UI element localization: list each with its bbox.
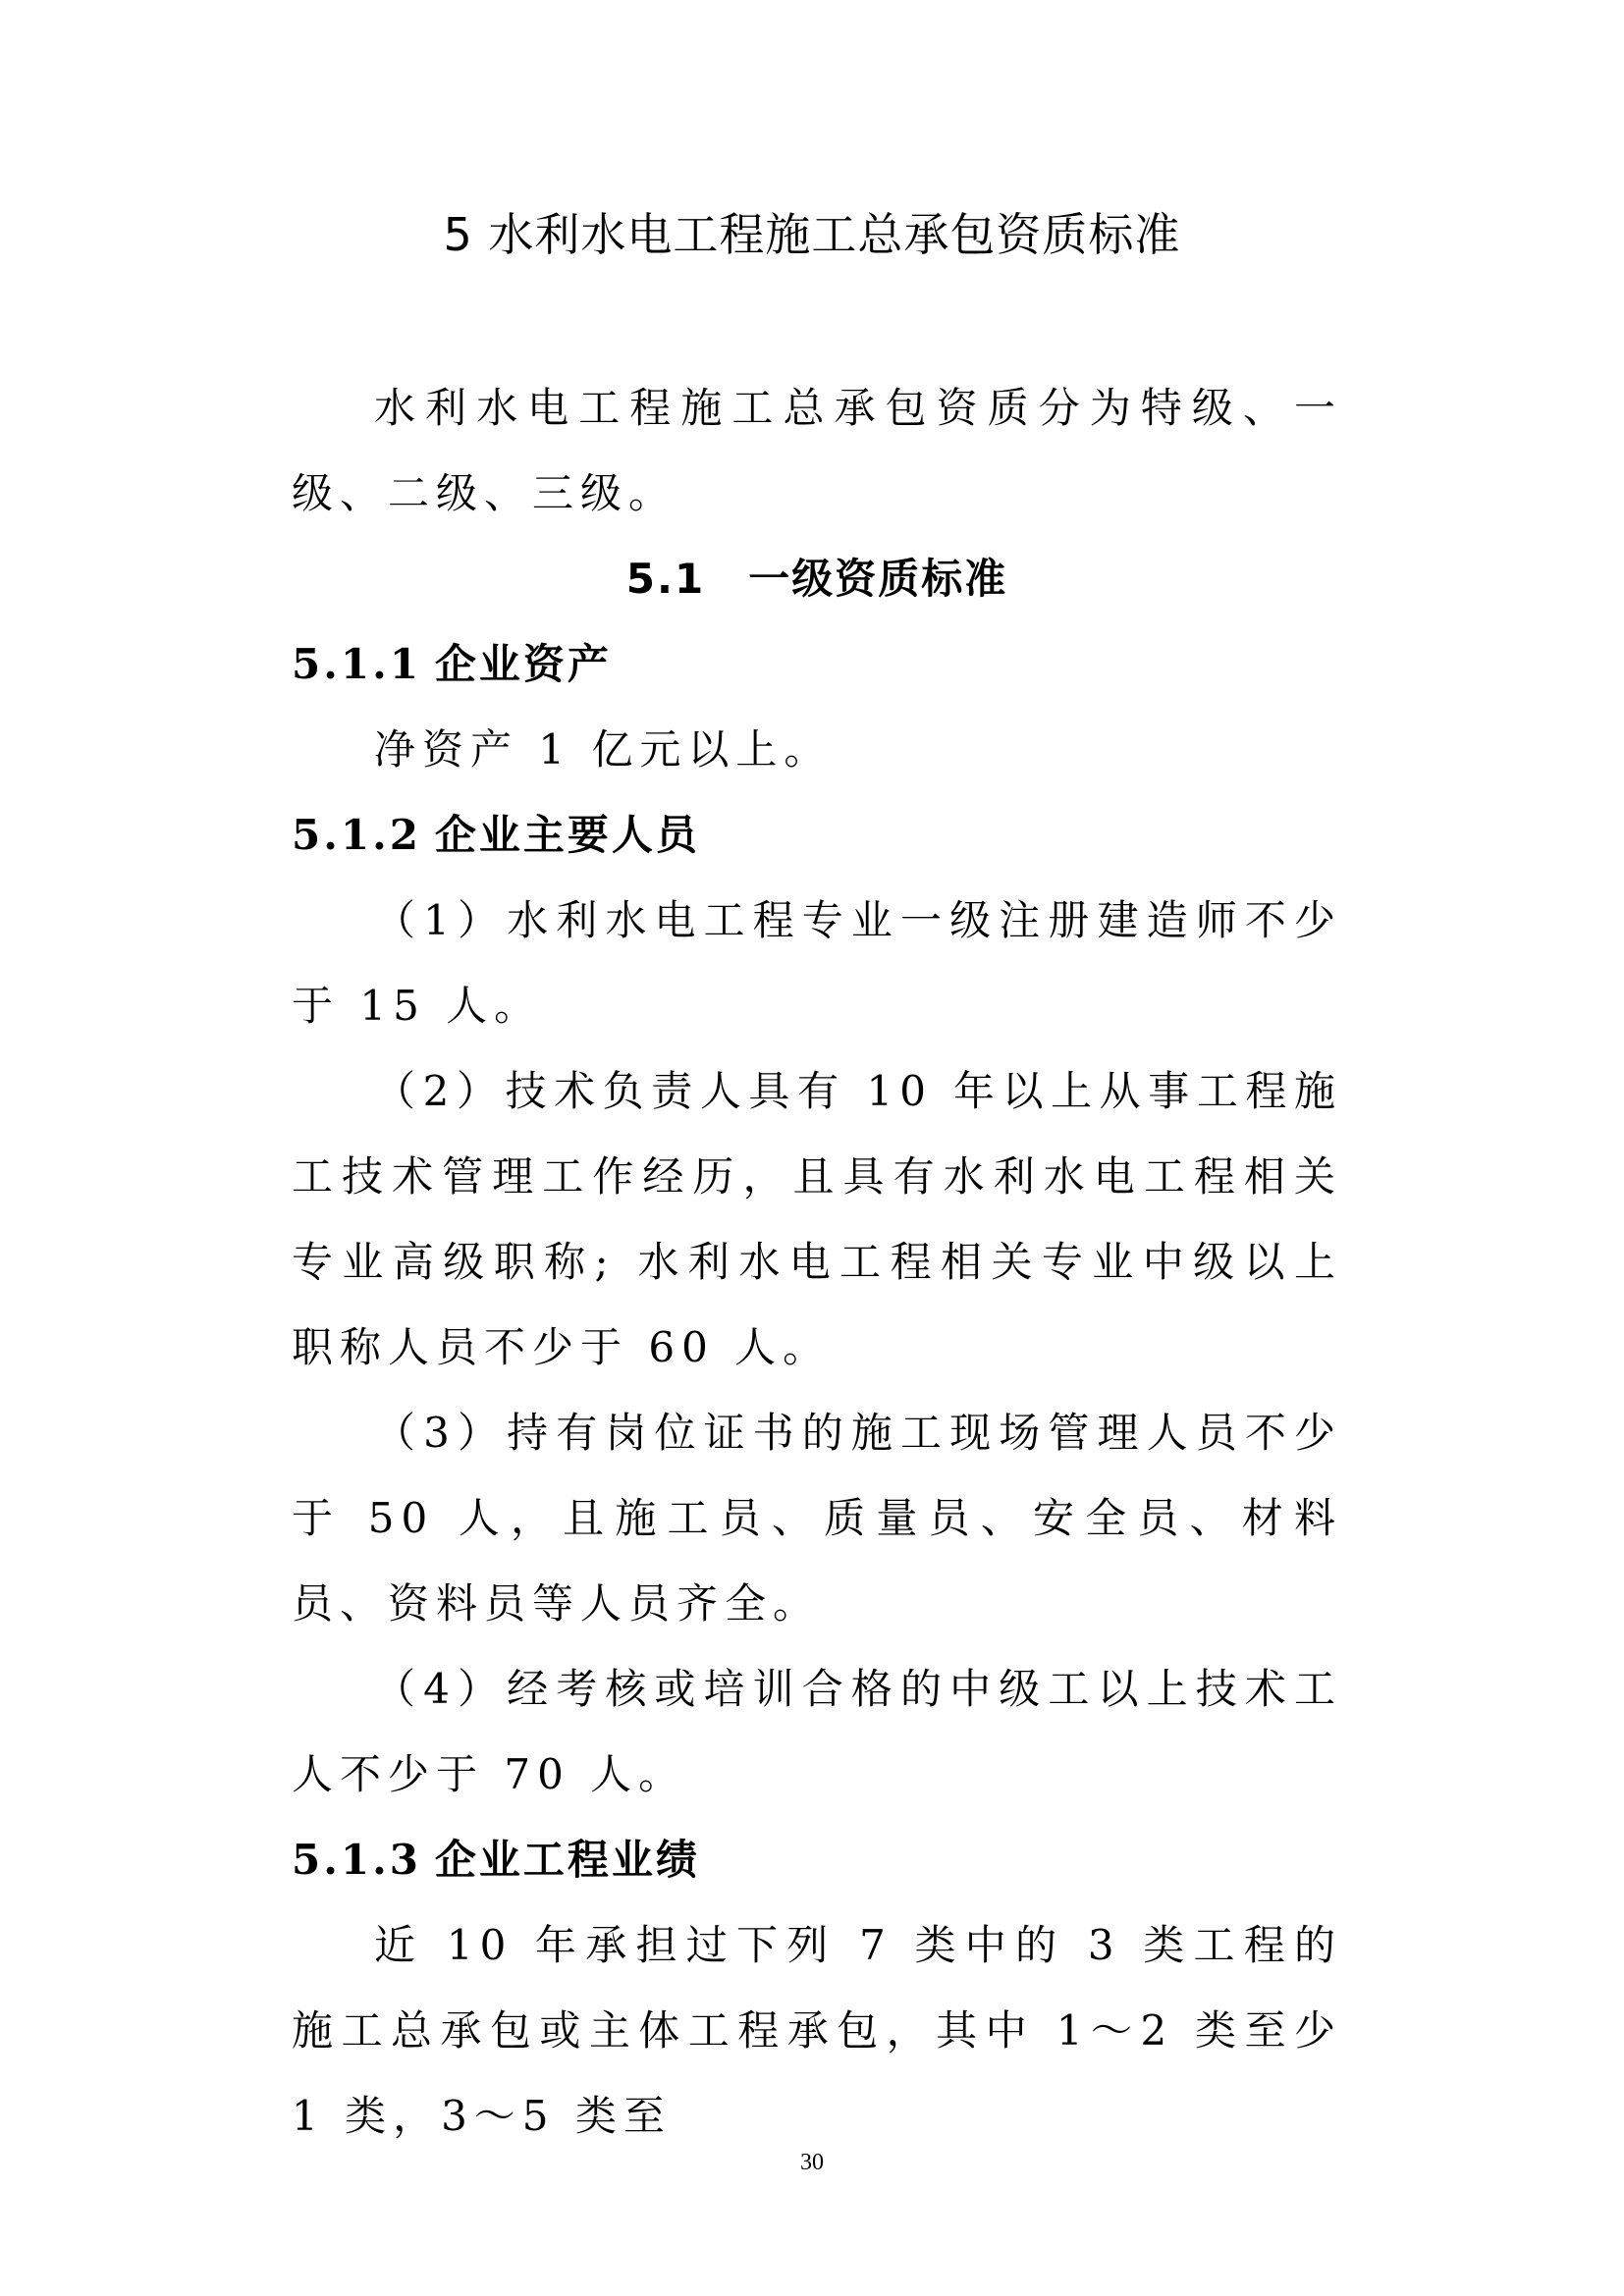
section-heading-5-1 xyxy=(292,536,1342,621)
subsection-heading-5-1-2 xyxy=(292,792,1342,878)
subsection-heading-5-1-1 xyxy=(292,621,1342,707)
chapter-title: 5 水利水电工程施工总承包资质标准 xyxy=(443,208,1181,261)
subsection-number: 5.1.2 xyxy=(292,811,421,859)
subsection-title: 企业主要人员 xyxy=(434,811,700,859)
personnel-item-1: （1）水利水电工程专业一级注册建造师不少于 15 人。 xyxy=(292,896,1342,1030)
personnel-item-4: （4）经考核或培训合格的中级工以上技术工人不少于 70 人。 xyxy=(292,1665,1342,1798)
performance-paragraph: 近 10 年承担过下列 7 类中的 3 类工程的施工总承包或主体工程承包，其中 1～2 类至少 1 类，3～5 类至 xyxy=(292,1921,1342,2140)
section-title: 一级资质标准 xyxy=(748,555,1008,603)
document-body xyxy=(292,365,1342,2159)
subsection-title: 企业工程业绩 xyxy=(434,1836,700,1884)
subsection-number: 5.1.1 xyxy=(292,640,421,688)
personnel-item-2: （2）技术负责人具有 10 年以上从事工程施工技术管理工作经历，且具有水利水电工程相关专业高级职称; 水利水电工程相关专业中级以上职称人员不少于 60 人。 xyxy=(292,1067,1342,1371)
subsection-title: 企业资产 xyxy=(434,640,612,688)
section-number: 5.1 xyxy=(625,555,706,603)
subsection-heading-5-1-3 xyxy=(292,1817,1342,1902)
net-assets-paragraph: 净资产 1 亿元以上。 xyxy=(374,725,833,774)
intro-paragraph: 水利水电工程施工总承包资质分为特级、一级、二级、三级。 xyxy=(292,384,1342,517)
subsection-number: 5.1.3 xyxy=(292,1836,421,1884)
personnel-item-3: （3）持有岗位证书的施工现场管理人员不少于 50 人，且施工员、质量员、安全员、材料员、资料员等人员齐全。 xyxy=(292,1409,1342,1628)
page-number: 30 xyxy=(800,2150,824,2175)
